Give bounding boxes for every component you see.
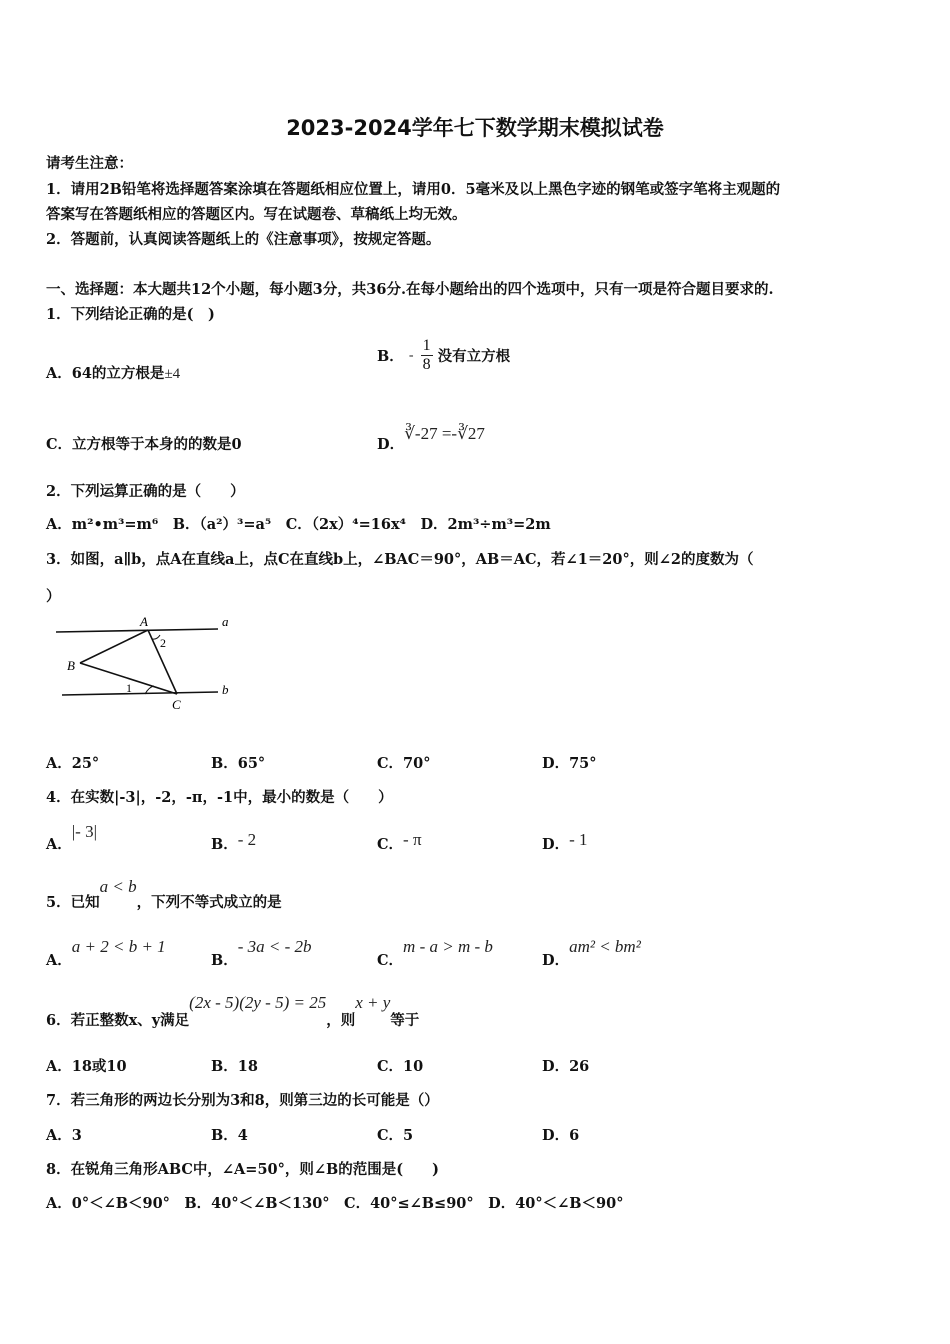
q4-option-c [377, 830, 422, 854]
q5-option-c-math: m - a > m - b [403, 937, 493, 956]
q5-stem-math: a < b [99, 877, 137, 896]
q1-option-d [377, 424, 485, 454]
q1-option-a-label: A．64的立方根是 [46, 365, 165, 382]
q7-option-a: A．3 [46, 1127, 82, 1144]
q6-option-c: C．10 [377, 1058, 424, 1075]
q6-stem-math: (2x - 5)(2y - 5) = 25 [189, 993, 327, 1012]
line-a [56, 629, 218, 632]
label-C: C [172, 697, 181, 712]
q8-options: A．0°＜∠B＜90° B．40°＜∠B＜130° C．40°≤∠B≤90° D．40°＜∠B＜90° [46, 1195, 624, 1212]
q4-option-d [542, 830, 588, 854]
q2-options: A．m²•m³=m⁶ B．（a²）³=a⁵ C．（2x）⁴=16x⁴ D．2m³÷m³=2m [46, 516, 551, 533]
q5-option-a-label: A． [46, 952, 72, 969]
notice-heading: 请考生注意： [46, 155, 133, 172]
label-angle-1: 1 [126, 681, 132, 695]
q5-option-b-math: - 3a < - 2b [237, 937, 312, 956]
q1-option-b-fraction [421, 337, 433, 374]
q1-option-c: C．立方根等于本身的的数是0 [46, 436, 242, 453]
q5-stem-pre: 5．已知 [46, 894, 100, 911]
q5-option-b [211, 937, 312, 970]
q6-stem-mid: ，则 [326, 1012, 356, 1029]
q1-option-b-denominator: 8 [422, 356, 431, 373]
q4-option-d-label: D． [542, 836, 570, 853]
q1-option-b-text: 没有立方根 [437, 348, 511, 365]
q5-option-a [46, 937, 166, 970]
q4-option-a-math: |- 3| [71, 822, 97, 841]
q3-stem: 3．如图，a∥b，点A在直线a上，点C在直线b上，∠BAC＝90°，AB＝AC，若∠1＝20°，则∠2的度数为（ [46, 551, 754, 568]
q6-stem-post: 等于 [390, 1012, 420, 1029]
page-title: 2023-2024学年七下数学期末模拟试卷 [286, 116, 664, 140]
q5-option-c-label: C． [377, 952, 404, 969]
q3-figure [50, 610, 250, 720]
q4-option-a-label: A． [46, 836, 72, 853]
q1-stem: 1．下列结论正确的是( ) [46, 306, 215, 323]
notice-line-1: 1．请用2B铅笔将选择题答案涂填在答题纸相应位置上，请用0．5毫米及以上黑色字迹的钢笔或签字笔将主观题的 [46, 181, 781, 198]
q4-option-d-math: - 1 [569, 830, 588, 849]
q7-stem: 7．若三角形的两边长分别为3和8，则第三边的长可能是（） [46, 1092, 439, 1109]
q4-option-b-label: B． [211, 836, 238, 853]
segment-ab [80, 630, 148, 663]
q5-option-c [377, 937, 493, 970]
q5-option-a-math: a + 2 < b + 1 [71, 937, 166, 956]
q1-option-b-label: B． [377, 348, 404, 365]
q1-option-a [46, 362, 180, 383]
label-B: B [67, 658, 75, 673]
q6-stem-math2: x + y [355, 993, 391, 1012]
q2-stem: 2．下列运算正确的是（ ） [46, 483, 245, 500]
q4-stem: 4．在实数|-3|，-2，-π，-1中，最小的数是（ ） [46, 789, 393, 806]
label-a: a [222, 614, 229, 629]
q4-option-b [211, 830, 256, 854]
q7-option-b: B．4 [211, 1127, 248, 1144]
q3-option-c: C．70° [377, 755, 431, 772]
label-angle-2: 2 [160, 636, 166, 650]
q5-stem-post: ，下列不等式成立的是 [136, 894, 282, 911]
q6-option-a: A．18或10 [46, 1058, 127, 1075]
q7-option-c: C．5 [377, 1127, 414, 1144]
q5-stem [46, 877, 282, 912]
q1-option-d-math: ∛-27 =-∛27 [404, 424, 485, 443]
q3-option-a: A．25° [46, 755, 100, 772]
q4-option-c-math: - π [403, 830, 422, 849]
q6-option-d: D．26 [542, 1058, 590, 1075]
line-b [62, 692, 218, 695]
q1-option-b [377, 337, 510, 374]
angle-2-arc [152, 635, 160, 639]
section-1-heading: 一、选择题：本大题共12个小题，每小题3分，共36分.在每小题给出的四个选项中，只有一项是符合题目要求的. [46, 281, 774, 298]
q6-stem [46, 993, 419, 1030]
q4-option-b-math: - 2 [237, 830, 257, 849]
notice-line-2: 答案写在答题纸相应的答题区内。写在试题卷、草稿纸上均无效。 [46, 206, 467, 223]
q8-stem: 8．在锐角三角形ABC中，∠A=50°，则∠B的范围是( ) [46, 1161, 440, 1178]
q3-option-d: D．75° [542, 755, 597, 772]
q4-option-c-label: C． [377, 836, 404, 853]
q6-option-b: B．18 [211, 1058, 258, 1075]
q1-option-b-numerator: 1 [422, 337, 431, 354]
q5-option-d-math: am² < bm² [569, 937, 641, 956]
q5-option-d-label: D． [542, 952, 570, 969]
q1-option-b-sign: - [408, 347, 414, 363]
q3-stem-close: ） [46, 588, 61, 605]
notice-line-3: 2．答题前，认真阅读答题纸上的《注意事项》，按规定答题。 [46, 231, 441, 248]
q1-option-a-math: ±4 [164, 366, 181, 382]
q6-stem-pre: 6．若正整数x、y满足 [46, 1012, 190, 1029]
q5-option-d [542, 937, 641, 970]
label-A: A [140, 614, 148, 629]
q4-option-a [46, 822, 97, 854]
q7-option-d: D．6 [542, 1127, 580, 1144]
q3-option-b: B．65° [211, 755, 266, 772]
label-b: b [222, 682, 229, 697]
q5-option-b-label: B． [211, 952, 238, 969]
q1-option-d-label: D． [377, 436, 405, 453]
